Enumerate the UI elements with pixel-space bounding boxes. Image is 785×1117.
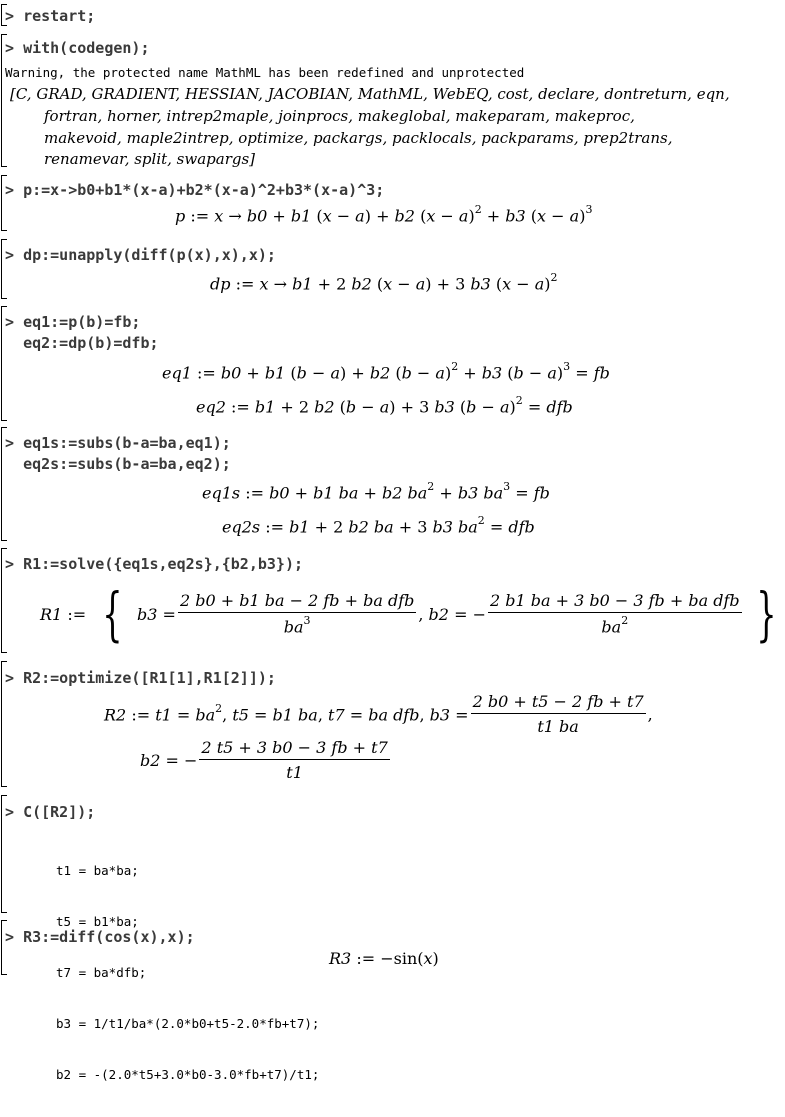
input-line[interactable]: > with(codegen); [5, 39, 150, 57]
output-p: p := x → b0 + b1 (x − a) + b2 $(x - a)^2 + b3$ $(x - a)^3$ [175, 203, 593, 226]
exec-group-with-codegen [0, 34, 745, 167]
code-line: b2 = -(2.0*t5+3.0*b0-3.0*fb+t7)/t1; [56, 1067, 320, 1082]
code-line: t5 = b1*ba; [56, 914, 139, 929]
output-list-line-2: fortran, horner, intrep2maple, joinprocs, makeglobal, makeparam, makeproc, [44, 107, 635, 125]
fraction: $\frac{\text{2 b0 + b1 ba − 2 fb + ba dfb}}{ba^3}$ [179, 591, 415, 637]
fraction: $\frac{2 b0 + t5 - 2 fb + t7}{t1 ba}$ [472, 692, 644, 736]
code-line: t7 = ba*dfb; [56, 965, 147, 980]
input-line[interactable]: > eq1s:=subs(b-a=ba,eq1); [5, 434, 231, 452]
output-eq1: eq1 := b0 + b1 (b − a) + b2 $(b - a)^2 + b3$ $(b - a)^3$ = fb [162, 360, 610, 383]
input-line[interactable]: > p:=x->b0+b1*(x-a)+b2*(x-a)^2+b3*(x-a)^3; [5, 181, 385, 199]
input-line[interactable]: > C([R2]); [5, 803, 96, 821]
output-R1: R1 := { b3 = $\frac{\text{2 b0 + b1 ba − 2 fb + ba dfb}}{ba^3}$ , b2 = − $\frac{\text{2 b1 ba + 3 b0 − 3 fb + ba dfb}}{ba^2}$ } [40, 580, 777, 648]
input-line[interactable]: > R2:=optimize([R1[1],R1[2]]); [5, 669, 276, 687]
fraction: $\frac{\text{2 b1 ba + 3 b0 − 3 fb + ba dfb}}{ba^2}$ [489, 591, 740, 637]
output-eq2s: eq2s := b1 + 2 b2 ba + 3 b3 $ba^2$ = dfb [222, 514, 535, 537]
output-R3: R3 := −sin(x) [329, 949, 439, 968]
input-line[interactable]: eq2:=dp(b)=dfb; [23, 334, 159, 352]
warning-text: Warning, the protected name MathML has been redefined and unprotected [5, 65, 525, 80]
exec-group-R2 [0, 661, 745, 787]
exec-group-R1 [0, 548, 777, 653]
exec-group-dp [0, 239, 745, 299]
input-line[interactable]: > eq1:=p(b)=fb; [5, 313, 141, 331]
exec-group-p [0, 175, 745, 231]
code-line: b3 = 1/t1/ba*(2.0*b0+t5-2.0*fb+t7); [56, 1016, 320, 1031]
exec-group-R3 [0, 920, 745, 975]
output-dp: dp := x → b1 + 2 b2 (x − a) + 3 b3 $(x - a)^2$ [210, 271, 558, 294]
output-list-line-3: makevoid, maple2intrep, optimize, packargs, packlocals, packparams, prep2trans, [44, 129, 673, 147]
input-line[interactable]: > R3:=diff(cos(x),x); [5, 928, 195, 946]
input-line[interactable]: > restart; [5, 7, 96, 25]
output-list-line-4: renamevar, split, swapargs] [44, 150, 256, 168]
input-line[interactable]: eq2s:=subs(b-a=ba,eq2); [23, 455, 231, 473]
code-line: t1 = ba*ba; [56, 863, 139, 878]
output-eq2: eq2 := b1 + 2 b2 (b − a) + 3 b3 $(b - a)^2$ = dfb [196, 394, 573, 417]
output-R2-line2: b2 = − $\frac{2 t5 + 3 b0 - 3 fb + t7}{t1}$ [140, 738, 388, 782]
input-line[interactable]: > R1:=solve({eq1s,eq2s},{b2,b3}); [5, 555, 304, 573]
output-eq1s: eq1s := b0 + b1 ba + b2 $ba^2 + b3$ $ba^3$ = fb [202, 480, 550, 503]
fraction: $\frac{2 t5 + 3 b0 - 3 fb + t7}{t1}$ [201, 738, 388, 782]
output-R2-line1: R2 := $t1 = ba^2$, t5 = b1 ba, t7 = ba dfb, b3 = $\frac{2 b0 + t5 - 2 fb + t7}{t1 ba}$ , [104, 692, 653, 736]
output-list-line-1: [C, GRAD, GRADIENT, HESSIAN, JACOBIAN, MathML, WebEQ, cost, declare, dontreturn, eqn, [10, 85, 730, 103]
exec-group-restart [0, 4, 745, 26]
exec-group-eq1-eq2 [0, 306, 745, 421]
exec-group-eq1s-eq2s [0, 427, 745, 541]
input-line[interactable]: > dp:=unapply(diff(p(x),x),x); [5, 246, 276, 264]
